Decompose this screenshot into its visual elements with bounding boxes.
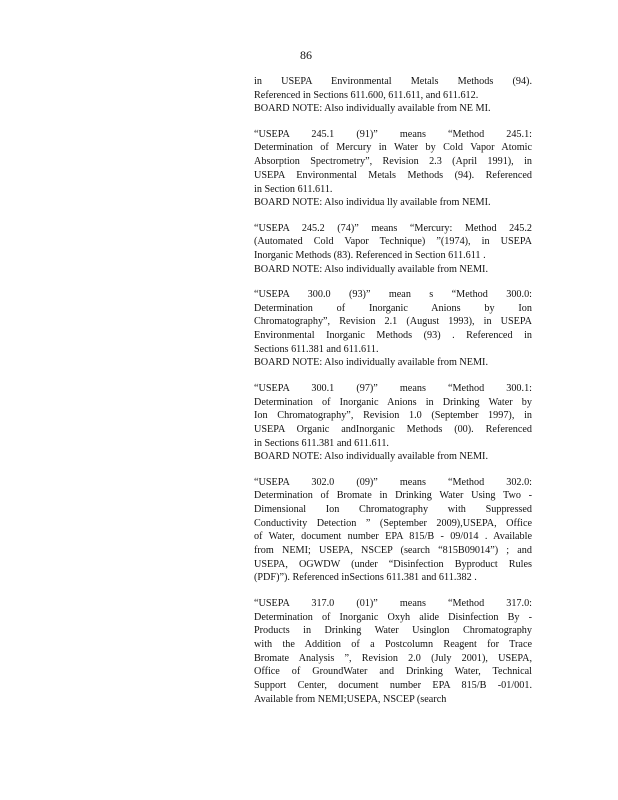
definition-paragraph (254, 382, 532, 464)
definition-paragraph (254, 476, 532, 586)
text-line: Determination of Mercury in Water by Cold Vapor Atomic (254, 142, 532, 154)
text-line: in Section 611.611. (254, 183, 333, 195)
text-line: Bromate Analysis ”, Revision 2.0 (July 2001), USEPA, (254, 652, 532, 664)
text-line: BOARD NOTE: Also individually available from NEMI. (254, 263, 488, 275)
document-body (254, 75, 532, 718)
text-line: Chromatography”, Revision 2.1 (August 1993), in USEPA (254, 316, 532, 328)
text-line: in USEPA Environmental Metals Methods (94). (254, 76, 532, 87)
text-line: Office of GroundWater and Drinking Water, Technical (254, 666, 532, 678)
text-line: USEPA Organic andInorganic Methods (00). Referenced (254, 423, 532, 435)
text-line: “USEPA 300.0 (93)” mean s “Method 300.0: (254, 289, 532, 300)
definition-paragraph (254, 75, 532, 116)
text-line: USEPA Environmental Metals Methods (94). Referenced (254, 169, 532, 181)
definition-paragraph (254, 128, 532, 210)
text-line: Available from NEMI;USEPA, NSCEP (search (254, 693, 447, 705)
definition-paragraph (254, 222, 532, 277)
text-line: Products in Drinking Water Usinglon Chromatography (254, 625, 532, 637)
text-line: “USEPA 300.1 (97)” means “Method 300.1: (254, 382, 532, 394)
text-line: in Sections 611.381 and 611.611. (254, 437, 389, 449)
text-line: from NEMI; USEPA, NSCEP (search “815B09014”) ; and (254, 545, 532, 557)
definition-paragraph (254, 597, 532, 707)
definition-paragraph (254, 288, 532, 370)
text-line: BOARD NOTE: Also individually available from NEMI. (254, 451, 488, 463)
text-line: Conductivity Detection ” (September 2009),USEPA, Office (254, 517, 532, 529)
text-line: Referenced in Sections 611.600, 611.611, and 611.612. (254, 89, 479, 101)
text-line: “USEPA 245.1 (91)” means “Method 245.1: (254, 128, 532, 140)
text-line: “USEPA 302.0 (09)” means “Method 302.0: (254, 476, 532, 488)
text-line: of Water, document number EPA 815/B - 09/014 . Available (254, 531, 532, 543)
text-line: (Automated Cold Vapor Technique) ”(1974), in USEPA (254, 236, 532, 248)
text-line: Determination of Inorganic Oxyh alide Disinfection By - (254, 611, 532, 623)
text-line: BOARD NOTE: Also individua lly available from NEMI. (254, 197, 491, 209)
text-line: with the Addition of a Postcolumn Reagent for Trace (254, 638, 532, 650)
text-line: Sections 611.381 and 611.611. (254, 343, 379, 355)
text-line: Determination of Inorganic Anions by Ion (254, 302, 532, 314)
text-line: Ion Chromatography”, Revision 1.0 (September 1997), in (254, 410, 532, 422)
text-line: “USEPA 317.0 (01)” means “Method 317.0: (254, 597, 532, 609)
page-number: 86 (300, 48, 312, 62)
text-line: Absorption Spectrometry”, Revision 2.3 (April 1991), in (254, 156, 532, 168)
text-line: Inorganic Methods (83). Referenced in Section 611.611 . (254, 249, 486, 261)
text-line: Support Center, document number EPA 815/B -01/001. (254, 679, 532, 691)
text-line: Environmental Inorganic Methods (93) . Referenced in (254, 330, 532, 342)
text-line: BOARD NOTE: Also individually available from NE MI. (254, 103, 491, 115)
text-line: Determination of Inorganic Anions in Drinking Water by (254, 396, 532, 408)
text-line: Dimensional Ion Chromatography with Suppressed (254, 504, 532, 515)
text-line: “USEPA 245.2 (74)” means “Mercury: Method 245.2 (254, 222, 532, 234)
text-line: USEPA, OGWDW (under “Disinfection Byproduct Rules (254, 558, 532, 570)
text-line: Determination of Bromate in Drinking Water Using Two - (254, 490, 532, 502)
text-line: BOARD NOTE: Also individually available from NEMI. (254, 357, 488, 369)
text-line: (PDF)”). Referenced inSections 611.381 and 611.382 . (254, 572, 477, 584)
